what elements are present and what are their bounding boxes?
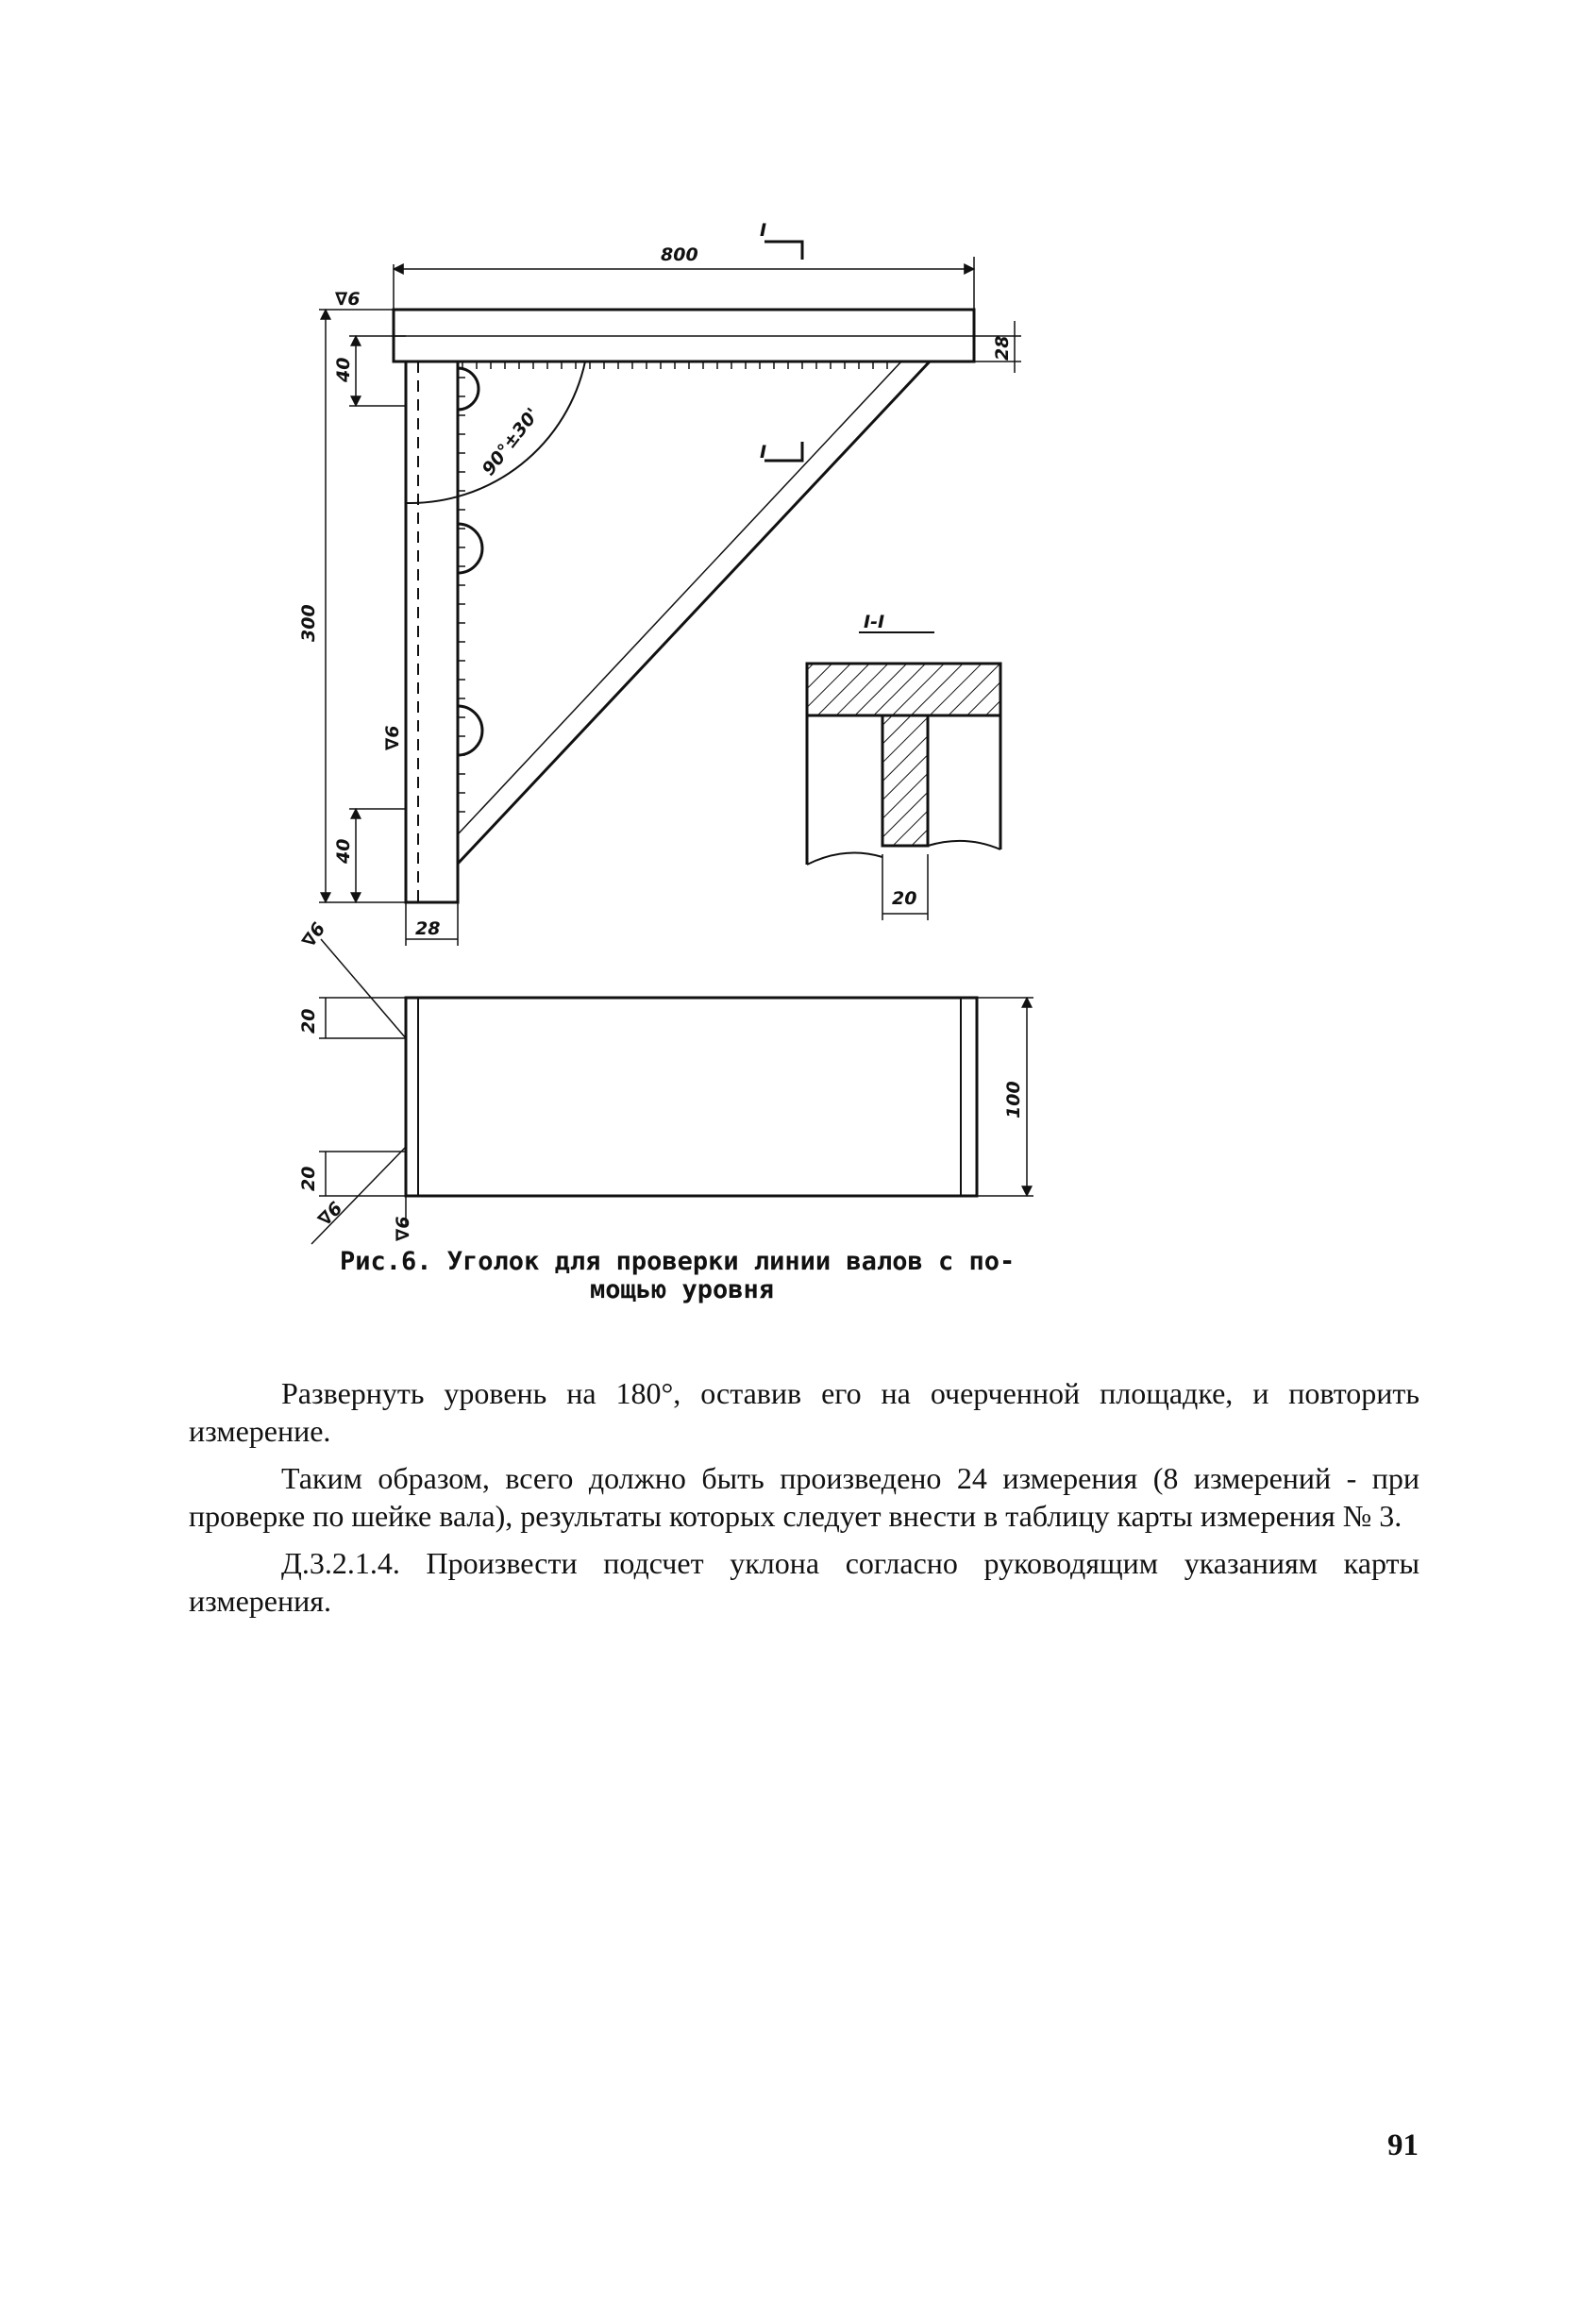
weld-mark-top: ∇6 (335, 289, 361, 310)
weld-mark-plan-top: ∇6 (298, 918, 330, 951)
paragraph-measurement-count: Таким образом, всего должно быть произведено 24 измерения (8 измерений - при проверке по шейке вала), результаты которых следует внести в таблицу карты измерения № 3. (189, 1461, 1420, 1533)
weld-mark-plan-vertical: ∇6 (393, 1216, 413, 1241)
paragraph-slope-calculation: Д.3.2.1.4. Произвести подсчет уклона согласно руководящим указаниям карты измерения. (189, 1546, 1420, 1618)
grip-2 (458, 524, 482, 573)
grip-3 (458, 706, 482, 755)
dim-flange-bottom: 28 (415, 918, 441, 939)
weld-leader-top (321, 939, 406, 1038)
dim-offset-top: 40 (333, 357, 354, 382)
section-mark-top-label: I (760, 220, 767, 241)
plan-outline (406, 998, 977, 1196)
section-mark-top (764, 242, 802, 260)
section-web (882, 715, 928, 846)
dim-angle: 90°±30' (478, 404, 544, 480)
dim-section-web: 20 (892, 888, 917, 909)
weld-mark-side: ∇6 (382, 725, 403, 750)
dim-overall-width: 800 (661, 244, 698, 265)
figure-caption-line-1: Рис.6. Уголок для проверки линии валов с по- (340, 1247, 1016, 1276)
body-text (189, 1374, 1420, 1629)
dim-overall-height: 300 (298, 604, 319, 642)
angle-arc (406, 362, 585, 503)
dim-flange-right: 28 (992, 335, 1013, 361)
diagonal-brace (458, 362, 930, 864)
plan-view (311, 939, 1033, 1244)
figure-caption (340, 1248, 1189, 1304)
page-number: 91 (1387, 2128, 1419, 2162)
paragraph-rotate-level: Развернуть уровень на 180°, оставив его на очерченной площадке, и повторить измерение. (189, 1376, 1420, 1448)
dim-plan-offset-top: 20 (298, 1008, 319, 1034)
weld-mark-plan-bottom: ∇6 (313, 1198, 347, 1231)
dim-plan-offset-bottom: 20 (298, 1166, 319, 1191)
section-mark-bottom (764, 442, 802, 461)
dim-plan-height: 100 (1003, 1081, 1024, 1118)
vertical-flange (406, 362, 458, 902)
figure-caption-line-2: мощью уровня (590, 1275, 775, 1304)
section-mark-bottom-label: I (760, 442, 767, 462)
section-view (807, 632, 1000, 920)
section-flange (807, 664, 1000, 715)
dim-offset-bottom: 40 (333, 838, 354, 864)
section-title: I-I (864, 612, 885, 632)
grip-1 (458, 368, 479, 410)
